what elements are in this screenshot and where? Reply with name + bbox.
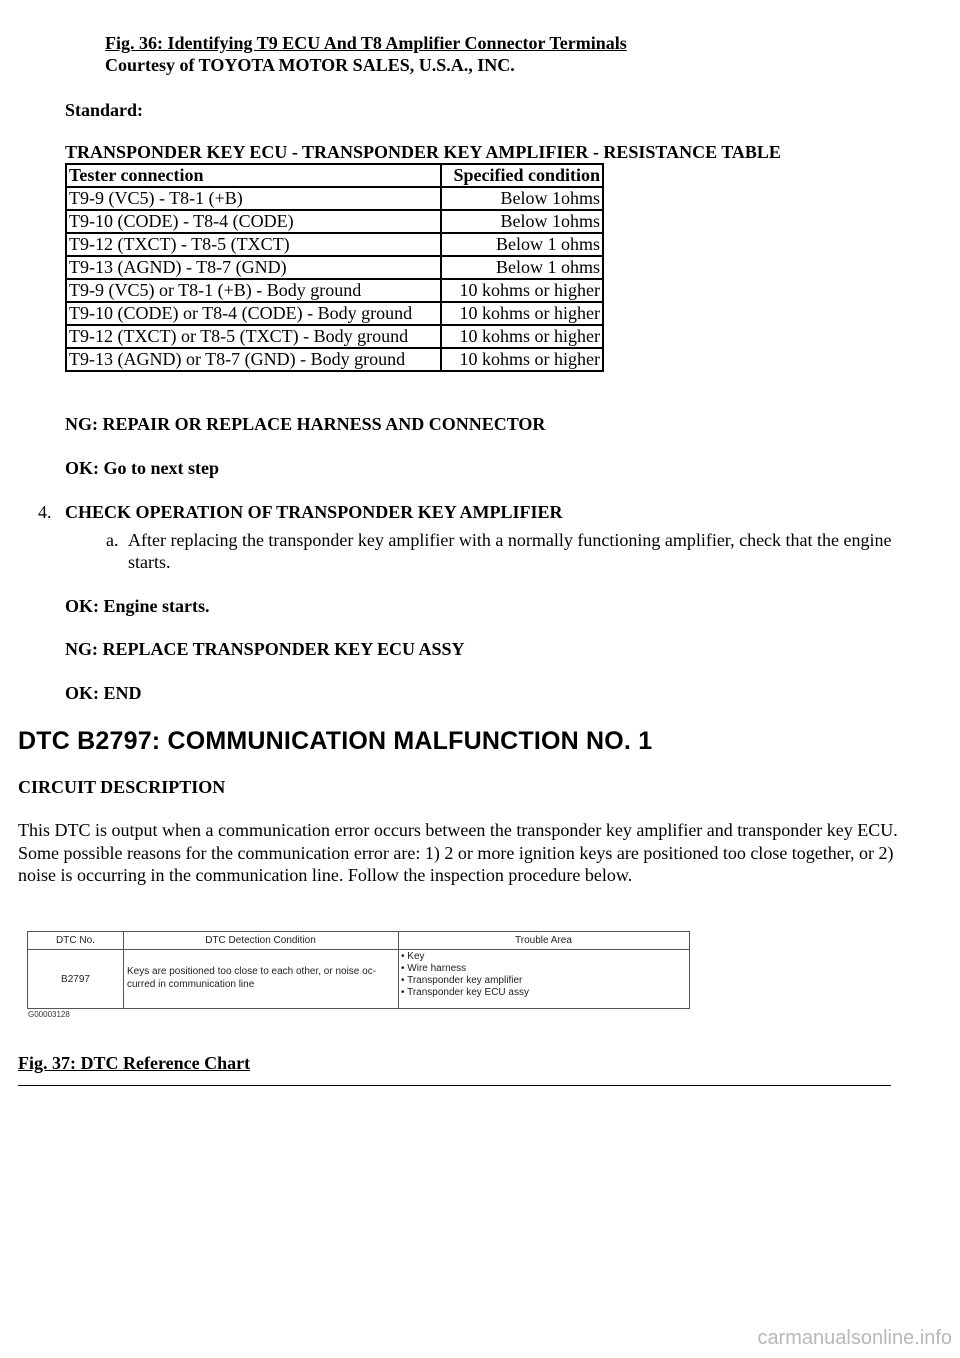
header-tester-connection: Tester connection <box>66 164 441 187</box>
specified-condition-cell: 10 kohms or higher <box>441 279 603 302</box>
header-specified-condition: Specified condition <box>441 164 603 187</box>
chart-dtc-number: B2797 <box>61 974 90 985</box>
substep-text: After replacing the transponder key amplifier with a normally functioning amplifier, check that the engine starts. <box>128 530 892 572</box>
specified-condition-cell: 10 kohms or higher <box>441 325 603 348</box>
tester-connection-cell: T9-12 (TXCT) or T8-5 (TXCT) - Body ground <box>66 325 441 348</box>
tester-connection-cell: T9-10 (CODE) - T8-4 (CODE) <box>66 210 441 233</box>
specified-condition-cell: Below 1 ohms <box>441 256 603 279</box>
specified-condition-cell: 10 kohms or higher <box>441 348 603 371</box>
tester-connection-cell: T9-13 (AGND) or T8-7 (GND) - Body ground <box>66 348 441 371</box>
dtc-reference-chart <box>27 931 690 1009</box>
chart-trouble-area-item: • Transponder key amplifier <box>401 975 523 986</box>
dtc-heading: DTC B2797: COMMUNICATION MALFUNCTION NO. 1 <box>18 727 653 755</box>
figure-36-caption: Fig. 36: Identifying T9 ECU And T8 Amplifier Connector Terminals <box>105 33 627 53</box>
tester-connection-cell: T9-13 (AGND) - T8-7 (GND) <box>66 256 441 279</box>
table-row <box>66 210 603 233</box>
chart-divider <box>398 932 399 1008</box>
ng-result-replace-ecu: NG: REPLACE TRANSPONDER KEY ECU ASSY <box>65 639 465 659</box>
ok-result-end: OK: END <box>65 683 142 703</box>
ok-result-next-step: OK: Go to next step <box>65 458 219 478</box>
ok-result-engine-starts: OK: Engine starts. <box>65 596 210 616</box>
table-header-row <box>66 164 603 187</box>
ng-result-repair-harness: NG: REPAIR OR REPLACE HARNESS AND CONNECTOR <box>65 414 546 434</box>
horizontal-rule <box>18 1085 891 1086</box>
resistance-table-title: TRANSPONDER KEY ECU - TRANSPONDER KEY AMPLIFIER - RESISTANCE TABLE <box>65 142 781 162</box>
chart-condition-line-1: Keys are positioned too close to each other, or noise oc- <box>127 966 377 977</box>
tester-connection-cell: T9-12 (TXCT) - T8-5 (TXCT) <box>66 233 441 256</box>
specified-condition-cell: Below 1ohms <box>441 210 603 233</box>
chart-divider <box>123 932 124 1008</box>
chart-trouble-area-item: • Wire harness <box>401 963 467 974</box>
table-row <box>66 187 603 210</box>
step-number: 4. <box>38 502 52 522</box>
tester-connection-cell: T9-9 (VC5) - T8-1 (+B) <box>66 187 441 210</box>
circuit-description-heading: CIRCUIT DESCRIPTION <box>18 777 226 797</box>
table-row <box>66 348 603 371</box>
resistance-table <box>65 163 604 372</box>
table-row <box>66 279 603 302</box>
specified-condition-cell: 10 kohms or higher <box>441 302 603 325</box>
courtesy-line: Courtesy of TOYOTA MOTOR SALES, U.S.A., INC. <box>105 55 515 75</box>
chart-trouble-area-item: • Key <box>401 951 425 962</box>
chart-condition-line-2: curred in communication line <box>127 979 255 990</box>
standard-label: Standard: <box>65 100 144 120</box>
watermark: carmanualsonline.info <box>757 1327 952 1349</box>
chart-image-code: G00003128 <box>28 1010 70 1019</box>
figure-37-caption: Fig. 37: DTC Reference Chart <box>18 1053 251 1073</box>
table-row <box>66 256 603 279</box>
specified-condition-cell: Below 1ohms <box>441 187 603 210</box>
tester-connection-cell: T9-9 (VC5) or T8-1 (+B) - Body ground <box>66 279 441 302</box>
chart-header-dtc-no: DTC No. <box>28 932 123 950</box>
table-row <box>66 325 603 348</box>
table-row <box>66 233 603 256</box>
tester-connection-cell: T9-10 (CODE) or T8-4 (CODE) - Body ground <box>66 302 441 325</box>
specified-condition-cell: Below 1 ohms <box>441 233 603 256</box>
table-row <box>66 302 603 325</box>
chart-trouble-area-item: • Transponder key ECU assy <box>401 987 529 998</box>
substep-label: a. <box>106 530 119 550</box>
chart-header-trouble-area: Trouble Area <box>398 932 689 950</box>
circuit-description-paragraph: This DTC is output when a communication error occurs between the transponder key amplifier and transponder key ECU. Some possible reasons for the communication error are: 1) 2 or more ignition keys are positioned too close together, or 2) noise is occurring in the communication line. Follow the inspection procedure below. <box>18 820 898 885</box>
step-title: CHECK OPERATION OF TRANSPONDER KEY AMPLIFIER <box>65 502 563 522</box>
chart-header-detection-condition: DTC Detection Condition <box>123 932 398 950</box>
